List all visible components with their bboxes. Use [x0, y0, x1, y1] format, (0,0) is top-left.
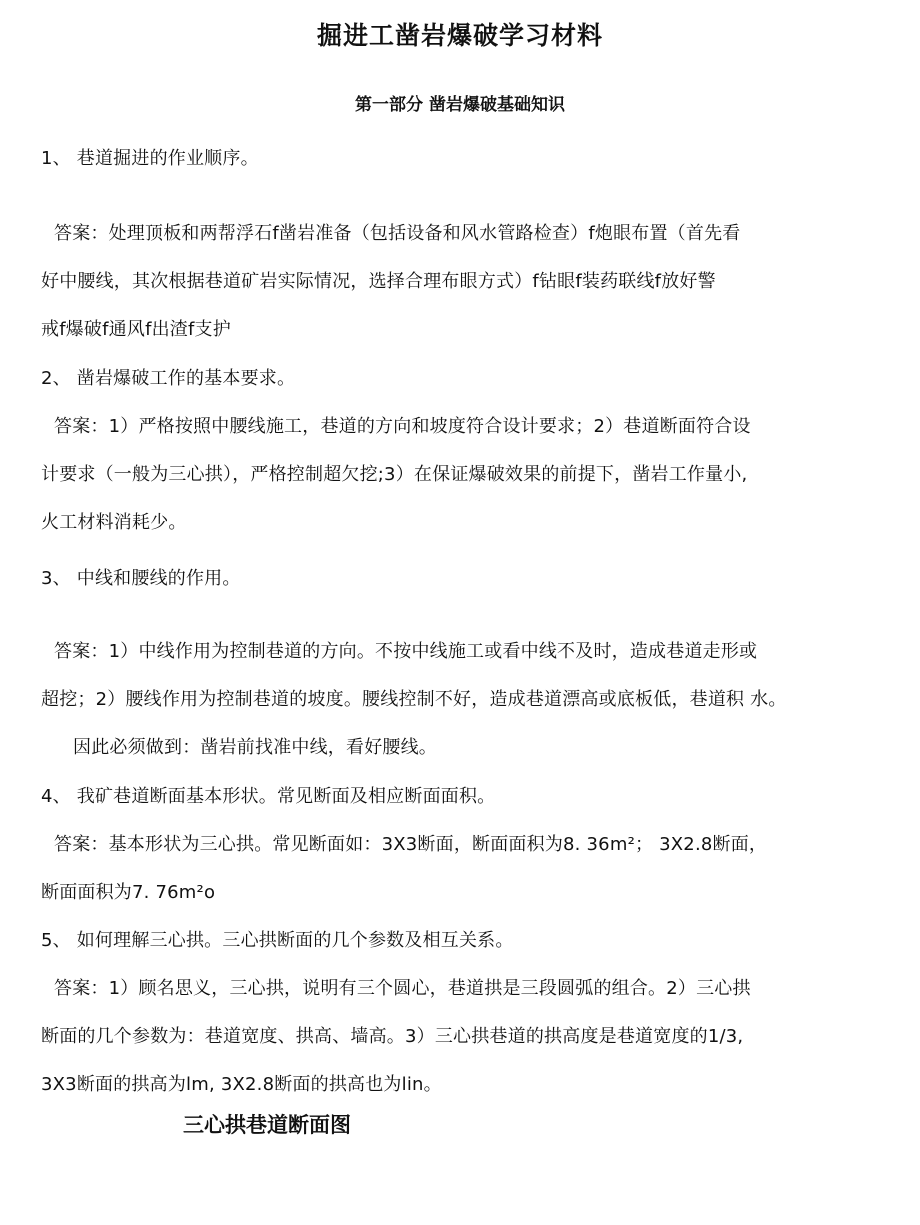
question-1: 1、 巷道掘进的作业顺序。: [41, 148, 259, 169]
answer-1-line-1: 答案：处理顶板和两帮浮石f凿岩准备（包括设备和风水管路检查）f炮眼布置（首先看: [54, 223, 741, 244]
answer-2-line-3: 火工材料消耗少。: [41, 512, 187, 533]
question-4: 4、 我矿巷道断面基本形状。常见断面及相应断面面积。: [41, 786, 496, 807]
answer-3-line-3: 因此必须做到：凿岩前找准中线，看好腰线。: [73, 737, 437, 758]
question-3: 3、 中线和腰线的作用。: [41, 568, 241, 589]
document-title: 掘进工凿岩爆破学习材料: [316, 21, 603, 50]
answer-2-line-2: 计要求（一般为三心拱），严格控制超欠挖;3）在保证爆破效果的前提下，凿岩工作量小,: [41, 464, 748, 485]
answer-5-line-1: 答案：1）顾名思义，三心拱，说明有三个圆心，巷道拱是三段圆弧的组合。2）三心拱: [54, 978, 751, 999]
answer-3-line-1: 答案：1）中线作用为控制巷道的方向。不按中线施工或看中线不及时，造成巷道走形或: [54, 641, 758, 662]
answer-3-line-2: 超挖；2）腰线作用为控制巷道的坡度。腰线控制不好，造成巷道漂高或底板低，巷道积 水。: [41, 689, 787, 710]
answer-5-line-2: 断面的几个参数为：巷道宽度、拱高、墙高。3）三心拱巷道的拱高度是巷道宽度的1/3,: [41, 1026, 744, 1047]
answer-2-line-1: 答案：1）严格按照中腰线施工，巷道的方向和坡度符合设计要求；2）巷道断面符合设: [54, 416, 751, 437]
section-heading: 第一部分 凿岩爆破基础知识: [355, 95, 565, 115]
answer-1-line-3: 戒f爆破f通风f出渣f支护: [41, 319, 231, 340]
figure-caption: 三心拱巷道断面图: [183, 1113, 351, 1137]
question-5: 5、 如何理解三心拱。三心拱断面的几个参数及相互关系。: [41, 930, 514, 951]
answer-4-line-2: 断面面积为7. 76m²o: [41, 882, 216, 903]
answer-5-line-3: 3X3断面的拱高为lm, 3X2.8断面的拱高也为lin。: [41, 1074, 442, 1095]
question-2: 2、 凿岩爆破工作的基本要求。: [41, 368, 296, 389]
answer-1-line-2: 好中腰线，其次根据巷道矿岩实际情况，选择合理布眼方式）f钻眼f装药联线f放好警: [41, 271, 716, 292]
answer-4-line-1: 答案：基本形状为三心拱。常见断面如：3X3断面，断面面积为8. 36m²； 3X2.8断面，: [54, 834, 768, 855]
